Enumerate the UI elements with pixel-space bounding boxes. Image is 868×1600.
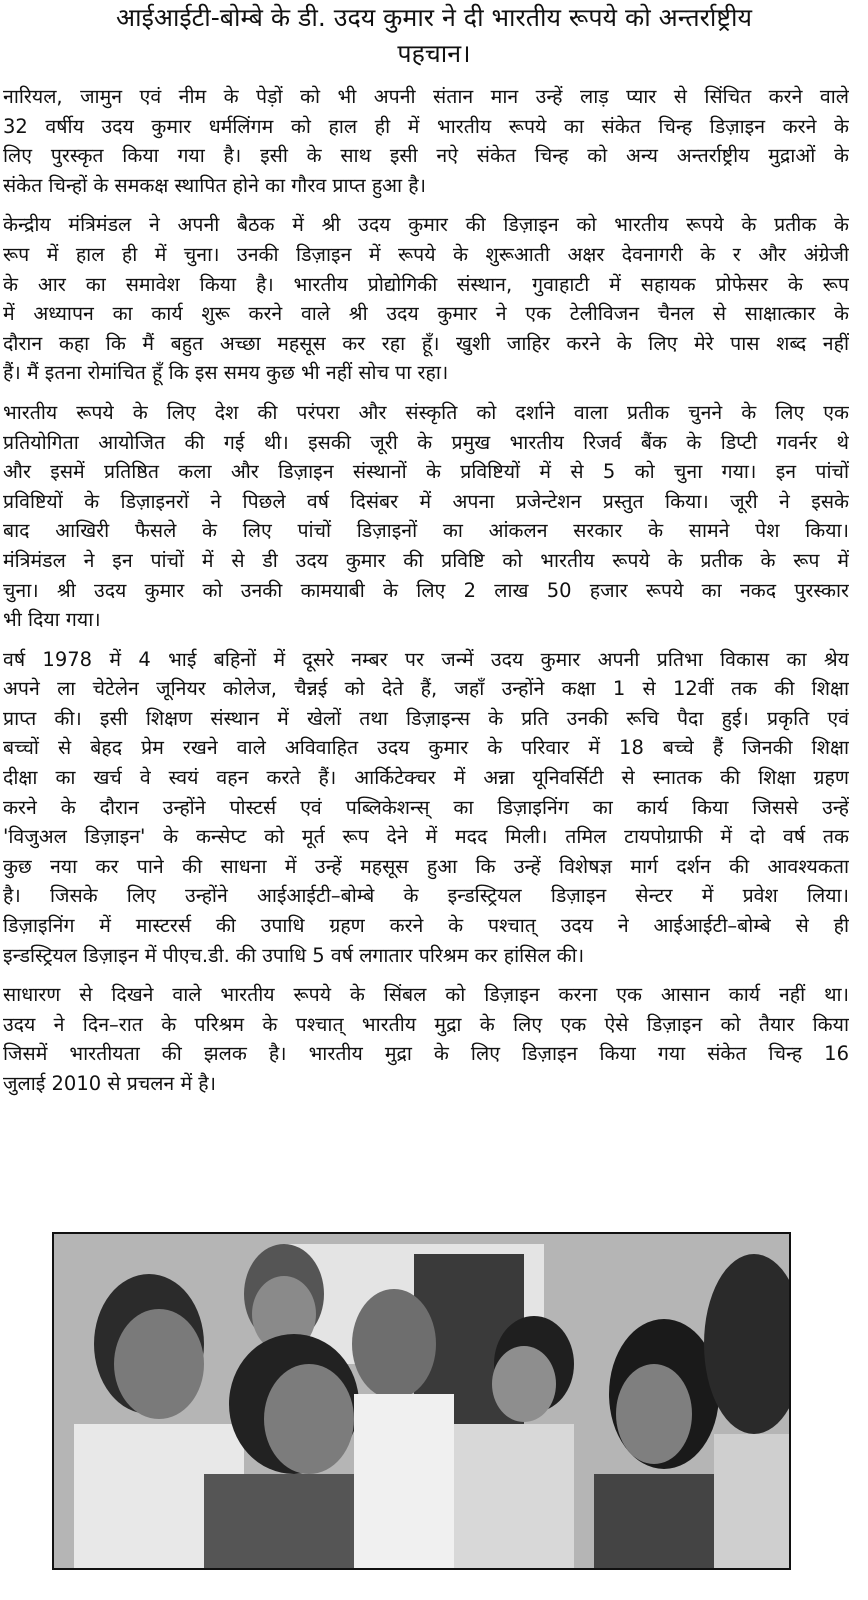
paragraph-line: में अध्यापन का कार्य शुरू करने वाले श्री उदय कुमार ने एक टेलीविजन चैनल से साक्षात्कार के — [3, 302, 849, 326]
paragraph-line: के आर का समावेश किया है। भारतीय प्रोद्योगिकी संस्थान, गुवाहाटी में सहायक प्रोफेसर के रूप — [3, 272, 849, 296]
title-line: आईआईटी-बोम्बे के डी. उदय कुमार ने दी भारतीय रूपये को अन्तर्राष्ट्रीय — [116, 3, 752, 32]
paragraph-line: संकेत चिन्हों के समकक्ष स्थापित होने का गौरव प्राप्त हुआ है। — [3, 173, 427, 197]
paragraph-line: नारियल, जामुन एवं नीम के पेड़ों को भी अपनी संतान मान उन्हें लाड़ प्यार से सिंचित करने वाले — [3, 85, 849, 108]
paragraph-line: भारतीय रूपये के लिए देश की परंपरा और संस्कृति को दर्शाने वाला प्रतीक चुनने के लिए एक — [3, 400, 849, 424]
article-body — [3, 82, 849, 1109]
paragraph-line: मंत्रिमंडल ने इन पांचों में से डी उदय कुमार की प्रविष्टि को भारतीय रूपये के प्रतीक के रूप में — [3, 548, 849, 572]
paragraph-line: लिए पुरस्कृत किया गया है। इसी के साथ इसी नऐ संकेत चिन्ह को अन्य अन्तर्राष्ट्रीय मुद्राओं के — [3, 144, 849, 168]
paragraph-line: उदय ने दिन–रात के परिश्रम के पश्चात् भारतीय मुद्रा के लिए एक ऐसे डिज़ाइन को तैयार किया — [3, 1012, 849, 1036]
paragraph-line: जिसमें भारतीयता की झलक है। भारतीय मुद्रा के लिए डिज़ाइन किया गया संकेत चिन्ह 16 — [3, 1042, 849, 1066]
paragraph-line: साधारण से दिखने वाले भारतीय रूपये के सिंबल को डिज़ाइन करना एक आसान कार्य नहीं था। — [3, 983, 849, 1007]
paragraph-line: करने के दौरान उन्होंने पोस्टर्स एवं पब्लिकेशन्स् का डिज़ाइनिंग का कार्य किया जिससे उन्हें — [3, 795, 849, 819]
paragraph-line: भी दिया गया। — [3, 608, 101, 632]
paragraph-line: प्राप्त की। इसी शिक्षण संस्थान में खेलों तथा डिज़ाइन्स के प्रति उनकी रूचि पैदा हुई। प्रकृति एवं — [3, 706, 849, 730]
paragraph-line: दीक्षा का खर्च वे स्वयं वहन करते हैं। आर्किटेक्चर में अन्ना यूनिवर्सिटी से स्नातक की शिक्षा ग्रहण — [3, 766, 849, 790]
paragraph-line: वर्ष 1978 में 4 भाई बहिनों में दूसरे नम्बर पर जन्में उदय कुमार अपनी प्रतिभा विकास का श्रेय — [3, 647, 849, 671]
paragraph-line: अपने ला चेटेलेन जूनियर कोलेज, चैन्नई को देते हैं, जहाँ उन्होंने कक्षा 1 से 12वीं तक की शिक्षा — [3, 677, 849, 701]
paragraph-line: रूप में हाल ही में चुना। उनकी डिज़ाइन में रूपये के शुरूआती अक्षर देवनागरी के र और अंग्रेजी — [3, 242, 849, 266]
paragraph — [3, 980, 849, 1098]
group-photo-image — [54, 1234, 789, 1568]
paragraph-line: केन्द्रीय मंत्रिमंडल ने अपनी बैठक में श्री उदय कुमार की डिज़ाइन को भारतीय रूपये के प्रतीक के — [3, 213, 849, 237]
article-title — [0, 0, 868, 72]
paragraph — [3, 398, 849, 635]
paragraph-line: है। जिसके लिए उन्होंने आईआईटी–बोम्बे के इन्डस्ट्रियल डिज़ाइन सेन्टर में प्रवेश लिया। — [3, 884, 849, 908]
paragraph-line: प्रविष्टियों के डिज़ाइनरों ने पिछले वर्ष दिसंबर में अपना प्रजेन्टेशन प्रस्तुत किया। जूरी ने इसके — [3, 489, 849, 513]
paragraph — [3, 82, 849, 200]
paragraph-line: और इसमें प्रतिष्ठित कला और डिज़ाइन संस्थानों के प्रविष्टियों में से 5 को चुना गया। इन पांचों — [3, 460, 849, 484]
paragraph-line: डिज़ाइनिंग में मास्टरर्स की उपाधि ग्रहण करने के पश्चात् उदय ने आईआईटी–बोम्बे से ही — [3, 914, 849, 938]
paragraph-line: 32 वर्षीय उदय कुमार धर्मलिंगम को हाल ही में भारतीय रूपये का संकेत चिन्ह डिज़ाइन करने के — [3, 114, 849, 138]
paragraph-line: चुना। श्री उदय कुमार को उनकी कामयाबी के लिए 2 लाख 50 हजार रूपये का नकद पुरस्कार — [3, 578, 849, 602]
paragraph-line: बाद आखिरी फैसले के लिए पांचों डिज़ाइनों का आंकलन सरकार के सामने पेश किया। — [3, 519, 849, 543]
paragraph-line: जुलाई 2010 से प्रचलन में है। — [3, 1072, 217, 1095]
paragraph-line: बच्चों से बेहद प्रेम रखने वाले अविवाहित उदय कुमार के परिवार में 18 बच्चे हैं जिनकी शिक्षा — [3, 736, 849, 760]
paragraph-line: हैं। मैं इतना रोमांचित हूँ कि इस समय कुछ भी नहीं सोच पा रहा। — [3, 361, 449, 385]
paragraph — [3, 210, 849, 388]
paragraph-line: 'विजुअल डिज़ाइन' के कन्सेप्ट को मूर्त रूप देने में मदद मिली। तमिल टायपोग्राफी में दो वर्ष तक — [3, 825, 849, 849]
paragraph — [3, 645, 849, 971]
paragraph-line: प्रतियोगिता आयोजित की गई थी। इसकी जूरी के प्रमुख भारतीय रिजर्व बैंक के डिप्टी गवर्नर थे — [3, 430, 849, 454]
paragraph-line: कुछ नया कर पाने की साधना में उन्हें महसूस हुआ कि उन्हें विशेषज्ञ मार्ग दर्शन की आवश्यकता — [3, 854, 849, 878]
paragraph-line: दौरान कहा कि मैं बहुत अच्छा महसूस कर रहा हूँ। खुशी जाहिर करने के लिए मेरे पास शब्द नहीं — [3, 331, 849, 355]
title-line: पहचान। — [397, 39, 471, 68]
paragraph-line: इन्डस्ट्रियल डिज़ाइन में पीएच.डी. की उपाधि 5 वर्ष लगातार परिश्रम कर हांसिल की। — [3, 943, 585, 967]
article-photo — [52, 1232, 791, 1570]
